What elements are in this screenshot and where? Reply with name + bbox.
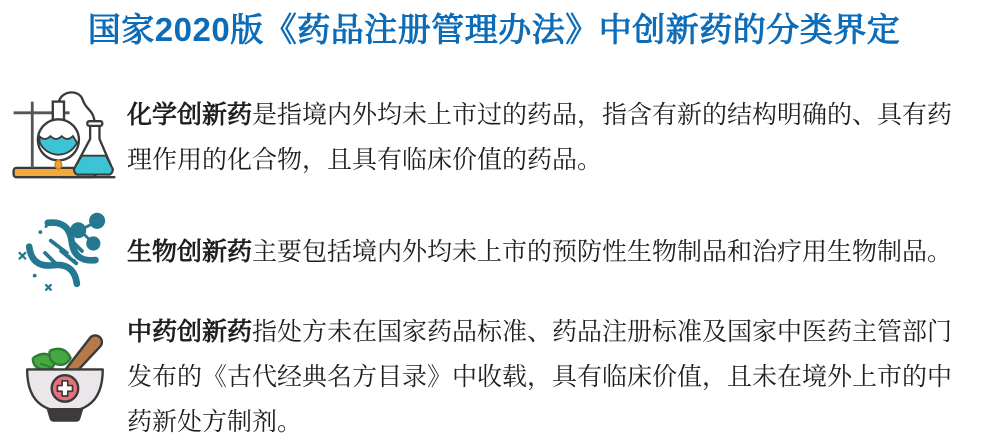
section-text: [127, 230, 988, 275]
section-text-rest: 主要包括境内外均未上市的预防性生物制品和治疗用生物制品。: [252, 237, 953, 266]
section-text-line: [127, 230, 988, 275]
section-term: 中药创新药: [127, 318, 253, 346]
section-text-line: 药新处方制剂。: [127, 408, 303, 436]
section-text-line: [127, 310, 988, 355]
definition-list: [0, 78, 988, 442]
section-text-rest: 是指境内外均未上市过的药品，指含有新的结构明确的、具有药: [252, 101, 953, 129]
section-text-line: 理作用的化合物，且具有临床价值的药品。: [127, 146, 603, 174]
section-text: [127, 310, 988, 442]
section-text-line: [127, 93, 988, 138]
page-title: 国家2020版《药品注册管理办法》中创新药的分类界定: [87, 11, 901, 48]
section-text-rest: 指处方未在国家药品标准、药品注册标准及国家中医药主管部门: [252, 318, 953, 346]
mortar-pestle-icon: [0, 325, 127, 431]
section-term: 生物创新药: [127, 237, 253, 266]
section-chemical-innovative-drug: [0, 86, 988, 190]
section-tcm-innovative-drug: [0, 310, 988, 442]
dna-molecule-icon: [0, 208, 127, 296]
section-text: [127, 93, 988, 183]
section-term: 化学创新药: [127, 101, 253, 129]
chemistry-flasks-icon: [0, 86, 127, 190]
section-biological-innovative-drug: [0, 208, 988, 296]
section-text-line: 发布的《古代经典名方目录》中收载，具有临床价值，且未在境外上市的中: [127, 363, 953, 391]
